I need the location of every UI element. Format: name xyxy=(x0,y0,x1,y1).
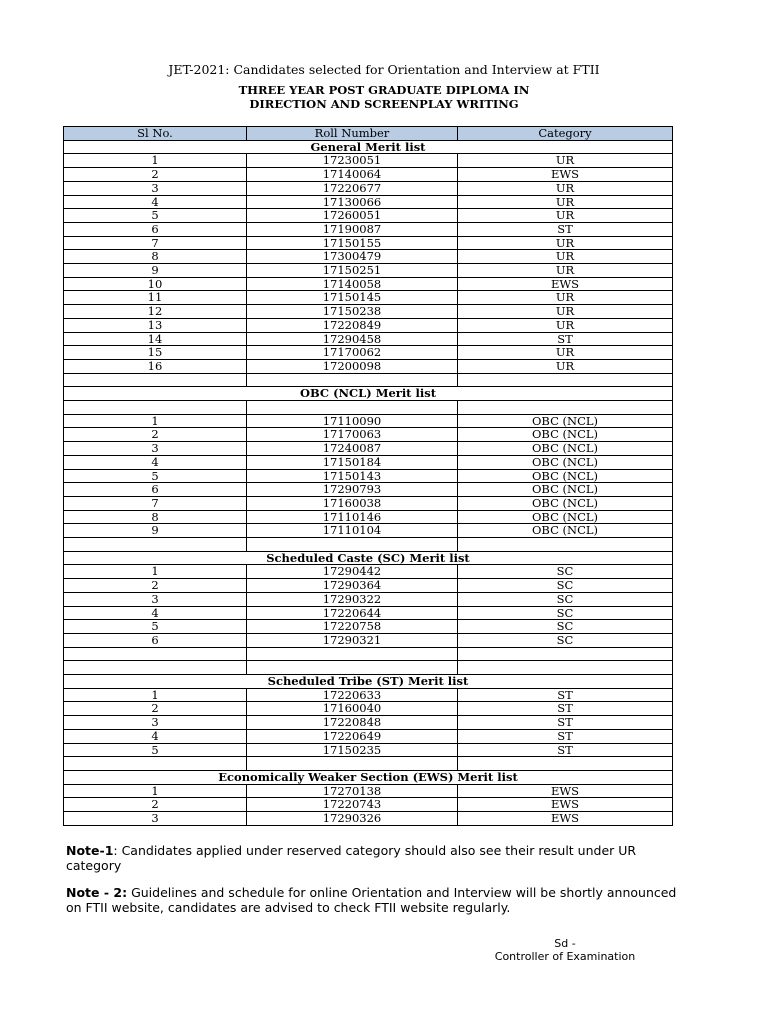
table-row xyxy=(64,661,673,675)
section-header-row xyxy=(64,675,673,689)
cell-roll-number: 17240087 xyxy=(247,442,458,456)
cell-roll-number: 17170062 xyxy=(247,346,458,360)
cell-roll-number: 17230051 xyxy=(247,154,458,168)
cell-sl-no xyxy=(64,661,247,675)
cell-roll-number: 17110104 xyxy=(247,524,458,538)
cell-roll-number: 17220649 xyxy=(247,729,458,743)
cell-roll-number: 17190087 xyxy=(247,222,458,236)
note-1-text: : Candidates applied under reserved category should also see their result under UR category xyxy=(66,843,637,873)
cell-category: OBC (NCL) xyxy=(458,455,673,469)
cell-sl-no: 1 xyxy=(64,154,247,168)
cell-sl-no: 12 xyxy=(64,305,247,319)
table-row xyxy=(64,181,673,195)
cell-category: UR xyxy=(458,305,673,319)
section-title: Economically Weaker Section (EWS) Merit list xyxy=(64,770,673,784)
cell-roll-number: 17150251 xyxy=(247,264,458,278)
cell-sl-no: 3 xyxy=(64,812,247,826)
note-2-text: Guidelines and schedule for online Orientation and Interview will be shortly announced on FTII website, candidates are advised to check FTII website regularly. xyxy=(66,885,677,915)
cell-roll-number: 17220677 xyxy=(247,181,458,195)
cell-category: OBC (NCL) xyxy=(458,428,673,442)
table-row xyxy=(64,496,673,510)
cell-sl-no: 2 xyxy=(64,168,247,182)
table-row xyxy=(64,592,673,606)
cell-roll-number: 17270138 xyxy=(247,784,458,798)
table-row xyxy=(64,222,673,236)
cell-sl-no: 3 xyxy=(64,716,247,730)
cell-sl-no: 4 xyxy=(64,455,247,469)
cell-sl-no: 11 xyxy=(64,291,247,305)
document-title: JET-2021: Candidates selected for Orientation and Interview at FTII xyxy=(168,62,600,77)
cell-roll-number: 17160040 xyxy=(247,702,458,716)
cell-category: SC xyxy=(458,579,673,593)
cell-sl-no xyxy=(64,373,247,387)
cell-category xyxy=(458,401,673,415)
cell-category: UR xyxy=(458,236,673,250)
cell-sl-no xyxy=(64,647,247,661)
cell-roll-number: 17290321 xyxy=(247,633,458,647)
cell-category: EWS xyxy=(458,277,673,291)
table-row xyxy=(64,469,673,483)
cell-category: UR xyxy=(458,346,673,360)
table-row xyxy=(64,565,673,579)
cell-category: SC xyxy=(458,633,673,647)
table-row xyxy=(64,743,673,757)
cell-category xyxy=(458,373,673,387)
cell-sl-no: 4 xyxy=(64,606,247,620)
cell-category: UR xyxy=(458,264,673,278)
cell-category: OBC (NCL) xyxy=(458,510,673,524)
cell-roll-number: 17160038 xyxy=(247,496,458,510)
cell-category xyxy=(458,757,673,771)
cell-sl-no xyxy=(64,757,247,771)
cell-sl-no: 5 xyxy=(64,743,247,757)
cell-category: UR xyxy=(458,250,673,264)
cell-category: SC xyxy=(458,606,673,620)
table-row xyxy=(64,455,673,469)
cell-roll-number: 17220644 xyxy=(247,606,458,620)
cell-roll-number: 17200098 xyxy=(247,359,458,373)
cell-roll-number xyxy=(247,647,458,661)
section-title: OBC (NCL) Merit list xyxy=(64,387,673,401)
table-row xyxy=(64,579,673,593)
cell-sl-no: 2 xyxy=(64,579,247,593)
cell-sl-no: 2 xyxy=(64,702,247,716)
section-title: Scheduled Tribe (ST) Merit list xyxy=(64,675,673,689)
cell-sl-no xyxy=(64,401,247,415)
cell-roll-number: 17110146 xyxy=(247,510,458,524)
signature-mark: Sd - xyxy=(554,937,576,950)
cell-category: ST xyxy=(458,702,673,716)
table-row xyxy=(64,428,673,442)
cell-sl-no: 1 xyxy=(64,688,247,702)
cell-sl-no: 5 xyxy=(64,620,247,634)
table-row xyxy=(64,195,673,209)
table-row xyxy=(64,812,673,826)
cell-sl-no: 6 xyxy=(64,222,247,236)
cell-category: OBC (NCL) xyxy=(458,483,673,497)
cell-sl-no: 1 xyxy=(64,414,247,428)
table-row xyxy=(64,716,673,730)
note-2-label: Note - 2: xyxy=(66,885,128,900)
table-row xyxy=(64,332,673,346)
merit-list-table xyxy=(63,126,673,826)
cell-category: ST xyxy=(458,716,673,730)
section-header-row xyxy=(64,387,673,401)
cell-sl-no: 2 xyxy=(64,798,247,812)
table-row xyxy=(64,538,673,552)
cell-category: UR xyxy=(458,154,673,168)
cell-roll-number: 17220743 xyxy=(247,798,458,812)
cell-sl-no: 9 xyxy=(64,524,247,538)
cell-roll-number: 17260051 xyxy=(247,209,458,223)
table-row xyxy=(64,729,673,743)
table-row xyxy=(64,483,673,497)
cell-category: OBC (NCL) xyxy=(458,496,673,510)
table-header-row xyxy=(64,127,673,141)
cell-sl-no: 3 xyxy=(64,442,247,456)
cell-sl-no: 5 xyxy=(64,209,247,223)
table-row xyxy=(64,168,673,182)
cell-category: ST xyxy=(458,729,673,743)
cell-category xyxy=(458,538,673,552)
cell-roll-number: 17290442 xyxy=(247,565,458,579)
table-row xyxy=(64,373,673,387)
cell-roll-number: 17220758 xyxy=(247,620,458,634)
cell-roll-number: 17150145 xyxy=(247,291,458,305)
programme-title-line-2: DIRECTION AND SCREENPLAY WRITING xyxy=(249,97,519,111)
cell-category xyxy=(458,661,673,675)
table-row xyxy=(64,784,673,798)
cell-sl-no: 4 xyxy=(64,729,247,743)
table-row xyxy=(64,688,673,702)
cell-roll-number: 17170063 xyxy=(247,428,458,442)
table-row xyxy=(64,291,673,305)
cell-category: ST xyxy=(458,688,673,702)
table-body xyxy=(64,140,673,825)
cell-category: UR xyxy=(458,318,673,332)
table-row xyxy=(64,277,673,291)
cell-category: SC xyxy=(458,620,673,634)
cell-roll-number: 17220848 xyxy=(247,716,458,730)
cell-sl-no: 10 xyxy=(64,277,247,291)
cell-sl-no: 13 xyxy=(64,318,247,332)
table-row xyxy=(64,606,673,620)
cell-sl-no: 2 xyxy=(64,428,247,442)
cell-roll-number: 17290364 xyxy=(247,579,458,593)
cell-roll-number: 17220633 xyxy=(247,688,458,702)
cell-roll-number: 17300479 xyxy=(247,250,458,264)
cell-category: ST xyxy=(458,743,673,757)
table-row xyxy=(64,633,673,647)
cell-roll-number xyxy=(247,401,458,415)
table-row xyxy=(64,798,673,812)
cell-sl-no: 6 xyxy=(64,483,247,497)
cell-category: OBC (NCL) xyxy=(458,414,673,428)
cell-roll-number: 17150238 xyxy=(247,305,458,319)
cell-category xyxy=(458,647,673,661)
cell-sl-no: 3 xyxy=(64,592,247,606)
cell-category: UR xyxy=(458,209,673,223)
table-row xyxy=(64,702,673,716)
cell-roll-number xyxy=(247,661,458,675)
section-title: General Merit list xyxy=(64,140,673,154)
section-header-row xyxy=(64,140,673,154)
cell-roll-number: 17130066 xyxy=(247,195,458,209)
cell-roll-number: 17150155 xyxy=(247,236,458,250)
cell-roll-number xyxy=(247,373,458,387)
table-row xyxy=(64,359,673,373)
cell-sl-no: 8 xyxy=(64,250,247,264)
cell-sl-no: 9 xyxy=(64,264,247,278)
cell-sl-no: 8 xyxy=(64,510,247,524)
cell-roll-number: 17150143 xyxy=(247,469,458,483)
programme-title-line-1: THREE YEAR POST GRADUATE DIPLOMA IN xyxy=(238,83,530,97)
cell-roll-number xyxy=(247,757,458,771)
cell-roll-number: 17150184 xyxy=(247,455,458,469)
cell-category: SC xyxy=(458,565,673,579)
cell-category: ST xyxy=(458,222,673,236)
note-1 xyxy=(66,843,686,873)
table-row xyxy=(64,442,673,456)
table-row xyxy=(64,414,673,428)
section-title: Scheduled Caste (SC) Merit list xyxy=(64,551,673,565)
cell-category: UR xyxy=(458,195,673,209)
section-header-row xyxy=(64,770,673,784)
cell-category: UR xyxy=(458,181,673,195)
table-row xyxy=(64,401,673,415)
table-row xyxy=(64,250,673,264)
note-2 xyxy=(66,885,686,915)
table-row xyxy=(64,236,673,250)
table-row xyxy=(64,524,673,538)
cell-roll-number: 17290322 xyxy=(247,592,458,606)
cell-sl-no: 6 xyxy=(64,633,247,647)
cell-roll-number: 17290793 xyxy=(247,483,458,497)
table-row xyxy=(64,647,673,661)
cell-category: EWS xyxy=(458,784,673,798)
cell-sl-no xyxy=(64,538,247,552)
cell-sl-no: 5 xyxy=(64,469,247,483)
table-row xyxy=(64,209,673,223)
cell-category: EWS xyxy=(458,812,673,826)
cell-roll-number: 17140064 xyxy=(247,168,458,182)
table-row xyxy=(64,154,673,168)
table-row xyxy=(64,510,673,524)
cell-sl-no: 4 xyxy=(64,195,247,209)
cell-category: OBC (NCL) xyxy=(458,524,673,538)
cell-category: UR xyxy=(458,291,673,305)
cell-roll-number: 17140058 xyxy=(247,277,458,291)
table-row xyxy=(64,264,673,278)
cell-sl-no: 1 xyxy=(64,784,247,798)
table-row xyxy=(64,757,673,771)
cell-category: SC xyxy=(458,592,673,606)
cell-roll-number xyxy=(247,538,458,552)
column-header-sl-no: Sl No. xyxy=(64,127,247,141)
cell-roll-number: 17290458 xyxy=(247,332,458,346)
cell-sl-no: 3 xyxy=(64,181,247,195)
cell-category: OBC (NCL) xyxy=(458,442,673,456)
cell-category: ST xyxy=(458,332,673,346)
column-header-roll-number: Roll Number xyxy=(247,127,458,141)
table-row xyxy=(64,318,673,332)
table-row xyxy=(64,620,673,634)
cell-sl-no: 1 xyxy=(64,565,247,579)
signatory-title: Controller of Examination xyxy=(494,950,636,963)
cell-sl-no: 7 xyxy=(64,496,247,510)
section-header-row xyxy=(64,551,673,565)
cell-sl-no: 16 xyxy=(64,359,247,373)
cell-roll-number: 17220849 xyxy=(247,318,458,332)
cell-roll-number: 17110090 xyxy=(247,414,458,428)
cell-category: OBC (NCL) xyxy=(458,469,673,483)
cell-sl-no: 14 xyxy=(64,332,247,346)
cell-category: UR xyxy=(458,359,673,373)
cell-sl-no: 15 xyxy=(64,346,247,360)
cell-category: EWS xyxy=(458,168,673,182)
table-row xyxy=(64,305,673,319)
note-1-label: Note-1 xyxy=(66,843,114,858)
column-header-category: Category xyxy=(458,127,673,141)
cell-roll-number: 17150235 xyxy=(247,743,458,757)
table-row xyxy=(64,346,673,360)
cell-category: EWS xyxy=(458,798,673,812)
cell-sl-no: 7 xyxy=(64,236,247,250)
cell-roll-number: 17290326 xyxy=(247,812,458,826)
